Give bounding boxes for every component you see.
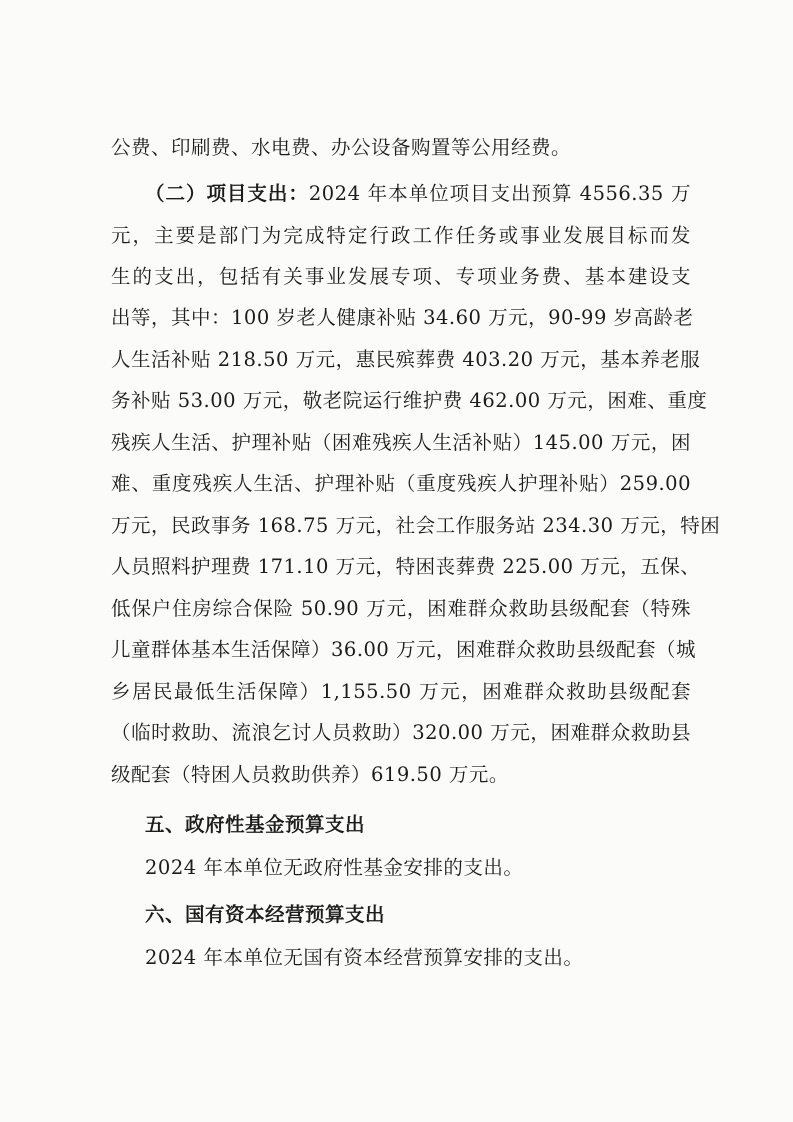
text-line: 残疾人生活、护理补贴（困难残疾人生活补贴）145.00 万元，困 [111, 431, 691, 454]
section-heading-government-fund: 五、政府性基金预算支出 [145, 813, 366, 836]
project-expense-lead: （二）项目支出： [145, 182, 309, 205]
text-line: 低保户住房综合保险 50.90 万元，困难群众救助县级配套（特殊 [111, 597, 691, 620]
text-line: 人员照料护理费 171.10 万元，特困丧葬费 225.00 万元，五保、 [111, 555, 701, 578]
text-line: 公费、印刷费、水电费、办公设备购置等公用经费。 [111, 136, 572, 159]
project-expense-first-line [145, 180, 691, 208]
text-line: 级配套（特困人员救助供养）619.50 万元。 [111, 763, 509, 786]
project-expense-first-text: 2024 年本单位项目支出预算 4556.35 万 [308, 182, 691, 205]
text-line: 生的支出，包括有关事业发展专项、专项业务费、基本建设支 [111, 265, 691, 288]
text-line: 务补贴 53.00 万元，敬老院运行维护费 462.00 万元，困难、重度 [111, 389, 708, 412]
text-line: 出等，其中：100 岁老人健康补贴 34.60 万元，90-99 岁高龄老 [111, 306, 694, 329]
text-line: （临时救助、流浪乞讨人员救助）320.00 万元，困难群众救助县 [111, 721, 691, 744]
text-line: 万元，民政事务 168.75 万元，社会工作服务站 234.30 万元，特困 [111, 514, 721, 537]
text-line: 儿童群体基本生活保障）36.00 万元，困难群众救助县级配套（城 [111, 638, 697, 661]
text-line: 难、重度残疾人生活、护理补贴（重度残疾人护理补贴）259.00 [111, 472, 691, 495]
text-line: 人生活补贴 218.50 万元，惠民殡葬费 403.20 万元，基本养老服 [111, 348, 701, 371]
government-fund-text: 2024 年本单位无政府性基金安排的支出。 [145, 856, 524, 879]
text-line: 元，主要是部门为完成特定行政工作任务或事业发展目标而发 [111, 224, 691, 247]
section-heading-state-capital: 六、国有资本经营预算支出 [145, 903, 386, 926]
state-capital-text: 2024 年本单位无国有资本经营预算安排的支出。 [145, 946, 584, 969]
text-line: 乡居民最低生活保障）1,155.50 万元，困难群众救助县级配套 [111, 680, 691, 703]
